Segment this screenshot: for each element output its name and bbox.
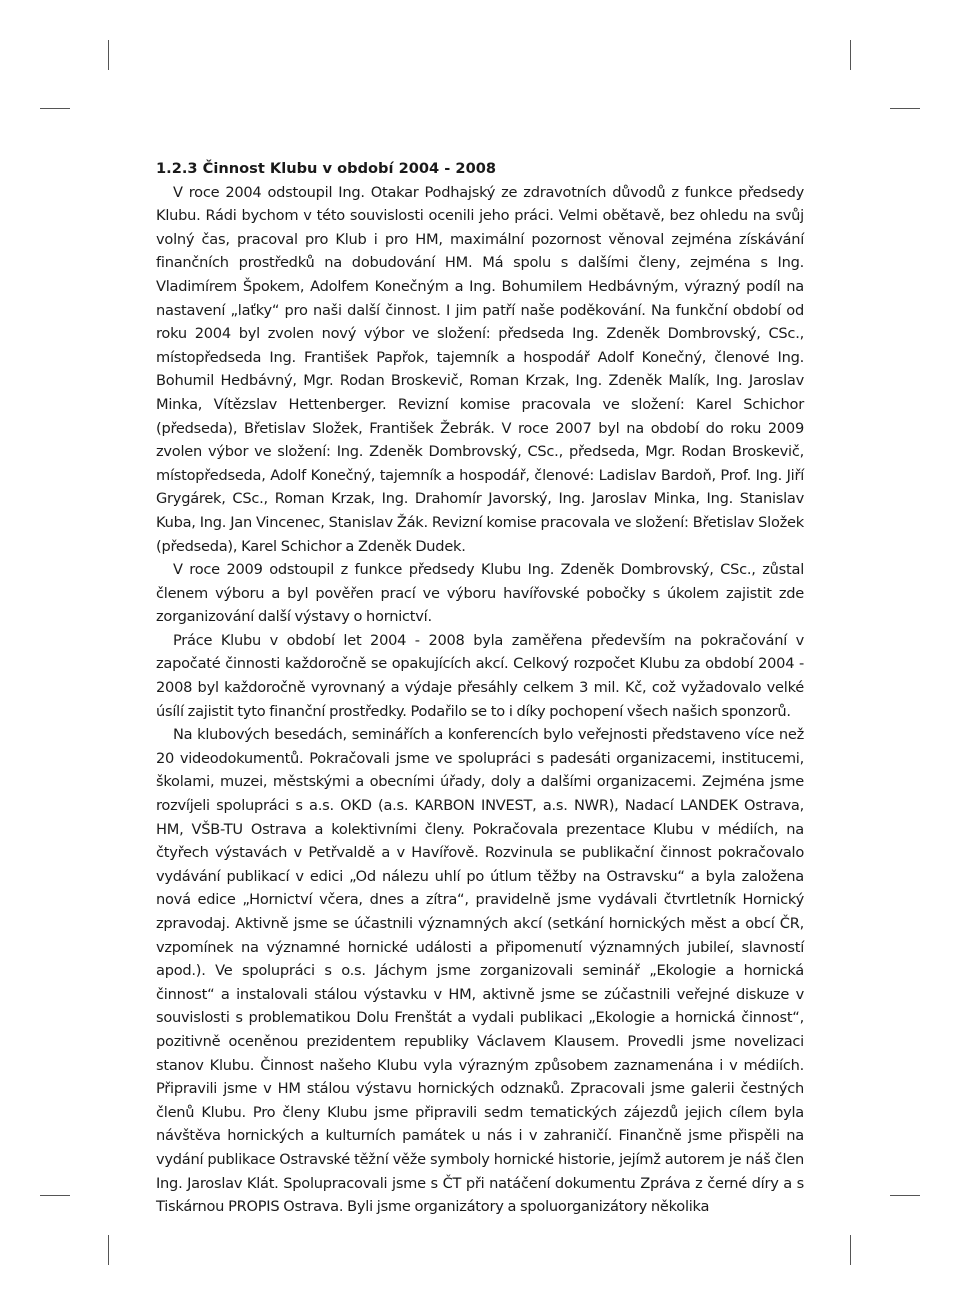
crop-mark-bottom-right xyxy=(850,1235,851,1265)
paragraph-committee: V roce 2004 odstoupil Ing. Otakar Podhajský ze zdravotních důvodů z funkce předsedy Klubu. Rádi bychom v této souvislosti ocenili jeho práci. Velmi obětavě, bez ohledu na svůj volný čas, pracoval pro Klub i pro HM, maximální pozornost věnoval zejména získávání finančních prostředků na dobudování HM. Má spolu s dalšími členy, zejména s Ing. Vladimírem Špokem, Adolfem Konečným a Ing. Bohumilem Hedbávným, výrazný podíl na nastavení „laťky“ pro naši další činnost. I jim patří naše poděkování. Na funkční období od roku 2004 byl zvolen nový výbor ve složení: předseda Ing. Zdeněk Dombrovský, CSc., místopředseda Ing. František Papřok, tajemník a hospodář Adolf Konečný, členové Ing. Bohumil Hedbávný, Mgr. Rodan Broskevič, Roman Krzak, Ing. Zdeněk Malík, Ing. Jaroslav Minka, Vítězslav Hettenberger. Revizní komise pracovala ve složení: Karel Schichor (předseda), Břetislav Složek, František Žebrák. V roce 2007 byl na období do roku 2009 zvolen výbor ve složení: Ing. Zdeněk Dombrovský, CSc., předseda, Mgr. Rodan Broskevič, místopředseda, Adolf Konečný, tajemník a hospodář, členové: Ladislav Bardoň, Prof. Ing. Jiří Grygárek, CSc., Roman Krzak, Ing. Drahomír Javorský, Ing. Jaroslav Minka, Ing. Stanislav Kuba, Ing. Jan Vincenec, Stanislav Žák. Revizní komise pracovala ve složení: Břetislav Složek (předseda), Karel Schichor a Zdeněk Dudek. xyxy=(156,183,804,555)
paragraph-activities: Na klubových besedách, seminářích a konferencích bylo veřejnosti představeno více než 20 videodokumentů. Pokračovali jsme ve spolupráci s padesáti organizacemi, institucemi, školami, muzei, městskými a obecními úřady, doly a dalšími organizacemi. Zejména jsme rozvíjeli spolupráci s a.s. OKD (a.s. KARBON INVEST, a.s. NWR), Nadací LANDEK Ostrava, HM, VŠB-TU Ostrava a kolektivními členy. Pokračovala prezentace Klubu v médiích, na čtyřech výstavách v Petřvaldě a v Havířově. Rozvinula se publikační činnost pokračovalo vydávání publikací v edici „Od nálezu uhlí po útlum těžby na Ostravsku“ a byla založena nová edice „Hornictví včera, dnes a zítra“, pravidelně jsme vydávali čtvrtletník Hornický zpravodaj. Aktivně jsme se účastnili významných akcí (setkání hornických měst a obcí ČR, vzpomínek na významné hornické události a připomenutí významných jubileí, slavností apod.). Ve spolupráci s o.s. Jáchym jsme zorganizovali seminář „Ekologie a hornická činnost“ a instalovali stálou výstavku v HM, aktivně jsme se zúčastnili veřejné diskuze v souvislosti s problematikou Dolu Frenštát a vydali publikaci „Ekologie a hornická činnost“, pozitivně oceněnou prezidentem republiky Václavem Klausem. Provedli jsme novelizaci stanov Klubu. Činnost našeho Klubu vyla výrazným způsobem zaznamenána i v médiích. Připravili jsme v HM stálou výstavu hornických odznaků. Zpracovali jsme galerii čestných členů Klubu. Pro členy Klubu jsme připravili sedm tematických zájezdů jejich cílem byla návštěva hornických a kulturních památek u nás i v zahraničí. Finančně jsme přispěli na vydání publikace Ostravské těžní věže symboly hornické historie, jejímž autorem je náš člen Ing. Jaroslav Klát. Spolupracovali jsme s ČT při natáčení dokumentu Zpráva z černé díry a s Tiskárnou PROPIS Ostrava. Byli jsme organizátory a spoluorganizátory několika xyxy=(156,726,804,1216)
crop-mark-top-right xyxy=(850,40,851,70)
document-page xyxy=(156,157,804,1219)
paragraph-resignation: V roce 2009 odstoupil z funkce předsedy Klubu Ing. Zdeněk Dombrovský, CSc., zůstal členem výboru a byl pověřen prací ve výboru havířovské pobočky s úkolem zajistit zde zorganizování další výstavy o hornictví. xyxy=(156,561,804,626)
paragraph-budget: Práce Klubu v období let 2004 - 2008 byla zaměřena především na pokračování v započaté činnosti každoročně se opakujících akcí. Celkový rozpočet Klubu za období 2004 - 2008 byl každoročně vyrovnaný a výdaje přesáhly celkem 3 mil. Kč, což vyžadovalo velké úsílí zajistit tyto finanční prostředky. Podařilo se to i díky pochopení všech našich sponzorů. xyxy=(156,631,804,720)
crop-mark-top-left xyxy=(108,40,109,70)
crop-mark-bottom-left xyxy=(108,1235,109,1265)
crop-mark-right-top xyxy=(890,108,920,109)
crop-mark-left-bottom xyxy=(40,1195,70,1196)
crop-mark-right-bottom xyxy=(890,1195,920,1196)
crop-mark-left-top xyxy=(40,108,70,109)
section-heading: 1.2.3 Činnost Klubu v období 2004 - 2008 xyxy=(156,160,497,177)
